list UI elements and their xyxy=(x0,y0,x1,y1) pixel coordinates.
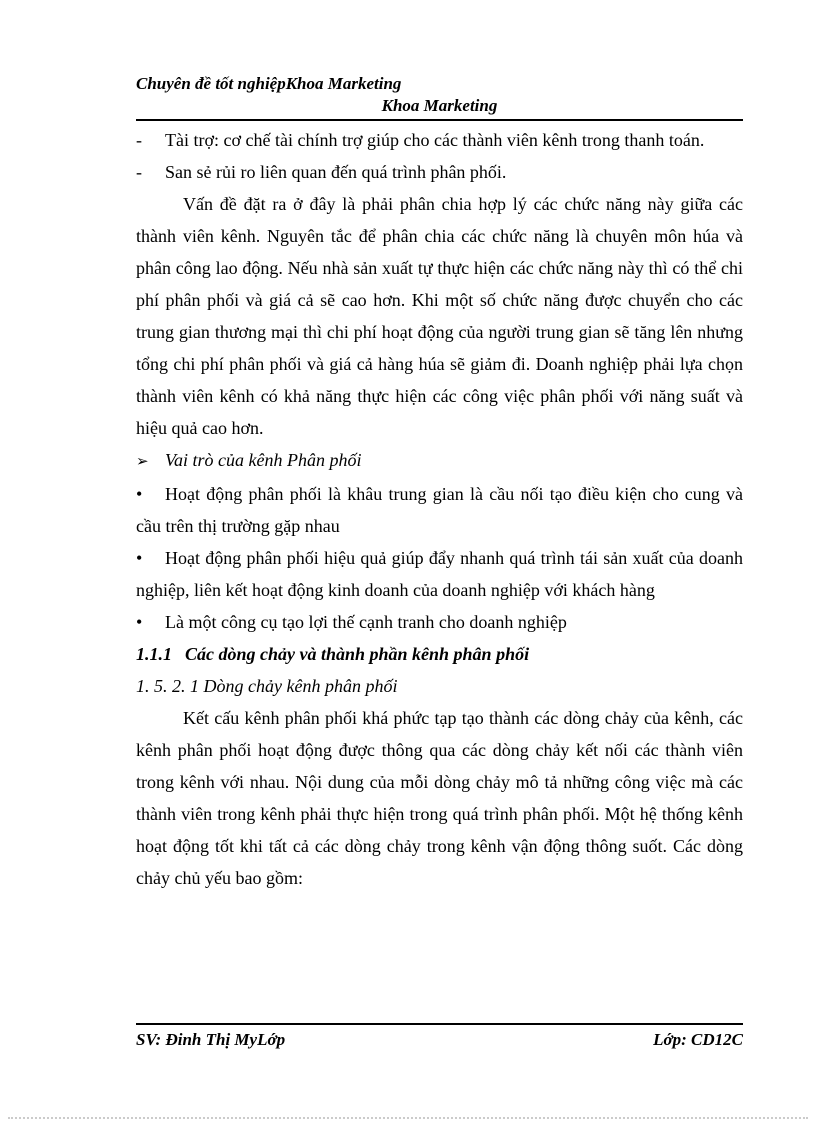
page-footer xyxy=(136,1023,743,1051)
dash-bullet-icon: - xyxy=(136,130,142,150)
arrow-list-item xyxy=(136,444,743,478)
paragraph: Kết cấu kênh phân phối khá phức tạp tạo thành các dòng chảy của kênh, các kênh phân phối hoạt động được thông qua các dòng chảy kết nối các thành viên trong kênh với nhau. Nội dung của mỗi dòng chảy mô tả những công việc mà các thành viên trong kênh phải thực hiện trong quá trình phân phối. Một hệ thống kênh hoạt động tốt khi tất cả các dòng chảy trong kênh vận động thông suốt. Các dòng chảy chủ yếu bao gồm: xyxy=(136,708,743,888)
list-item-text: San sẻ rủi ro liên quan đến quá trình phân phối. xyxy=(165,162,507,182)
dot-bullet-icon: • xyxy=(136,612,143,632)
list-item-text: Là một công cụ tạo lợi thế cạnh tranh cho doanh nghiệp xyxy=(165,612,567,632)
footer-student-name: SV: Đinh Thị MyLớp xyxy=(136,1030,286,1049)
footer-class: Lớp: CD12C xyxy=(653,1030,743,1049)
dash-bullet-icon: - xyxy=(136,162,142,182)
bullet-list-item xyxy=(136,478,743,542)
header-title: Chuyên đề tốt nghiệpKhoa Marketing xyxy=(136,74,402,93)
list-item-text: Tài trợ: cơ chế tài chính trợ giúp cho các thành viên kênh trong thanh toán. xyxy=(165,130,705,150)
paragraph: Vấn đề đặt ra ở đây là phải phân chia hợp lý các chức năng này giữa các thành viên kênh. Nguyên tắc để phân chia các chức năng là chuyên môn húa và phân công lao động. Nếu nhà sản xuất tự thực hiện các chức năng này thì có thể chi phí phân phối và giá cả sẽ cao hơn. Khi một số chức năng được chuyển cho các trung gian thương mại thì chi phí hoạt động của người trung gian sẽ tăng lên nhưng tổng chi phí phân phối và giá cả hàng húa sẽ giảm đi. Doanh nghiệp phải lựa chọn thành viên kênh có khả năng thực hiện các công việc phân phối với năng suất và hiệu quả cao hơn. xyxy=(136,194,743,438)
dot-bullet-icon: • xyxy=(136,548,143,568)
list-item-text: Vai trò của kênh Phân phối xyxy=(165,450,362,470)
list-item-text: Hoạt động phân phối hiệu quả giúp đẩy nhanh quá trình tái sản xuất của doanh nghiệp, liên kết hoạt động kinh doanh của doanh nghiệp với khách hàng xyxy=(136,548,743,600)
section-heading-number: 1.1.1 xyxy=(136,644,172,664)
page-header xyxy=(136,73,743,121)
dash-list-item xyxy=(136,156,743,188)
bullet-list-item xyxy=(136,606,743,638)
page-break-dotted-line xyxy=(8,1117,808,1119)
arrow-bullet-icon: ➢ xyxy=(136,454,149,470)
section-heading-text: Các dòng chảy và thành phần kênh phân phối xyxy=(185,644,530,664)
dot-bullet-icon: • xyxy=(136,484,143,504)
section-heading xyxy=(136,638,743,670)
list-item-text: Hoạt động phân phối là khâu trung gian là cầu nối tạo điều kiện cho cung và cầu trên thị trường gặp nhau xyxy=(136,484,743,536)
sub-heading: 1. 5. 2. 1 Dòng chảy kênh phân phối xyxy=(136,676,398,696)
header-subtitle: Khoa Marketing xyxy=(381,96,498,115)
dash-list-item xyxy=(136,124,743,156)
document-body xyxy=(136,121,743,894)
bullet-list-item xyxy=(136,542,743,606)
